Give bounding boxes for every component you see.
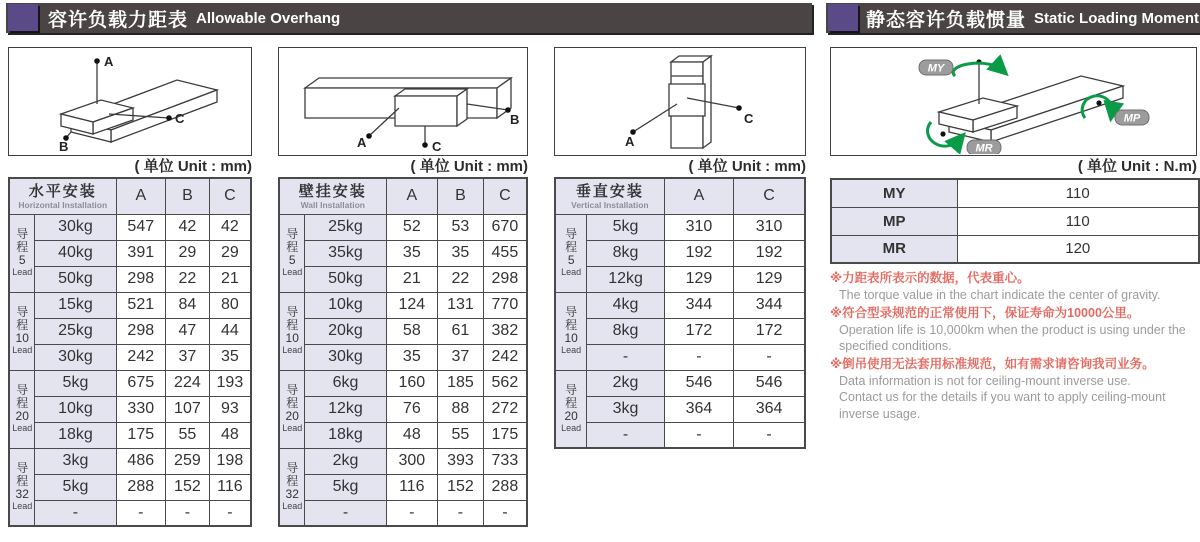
actuator-moment-drawing	[831, 48, 1195, 154]
value-cell: 224	[166, 370, 210, 396]
value-cell: 76	[386, 396, 438, 422]
table-row	[279, 422, 527, 448]
value-cell: 21	[209, 266, 251, 292]
table-row	[555, 344, 805, 370]
note-en-line: Contact us for the details if you want to apply ceiling-mount	[839, 390, 1166, 404]
load-cell: 18kg	[35, 422, 116, 448]
table-row	[279, 344, 527, 370]
lead-zh-char: 程	[286, 396, 299, 410]
lead-en: Lead	[282, 267, 303, 277]
load-cell: 15kg	[35, 292, 116, 318]
load-cell: 25kg	[35, 318, 116, 344]
table-row	[555, 370, 805, 396]
column-header-c: C	[734, 178, 805, 214]
lead-cell	[279, 214, 305, 292]
table-row	[555, 396, 805, 422]
value-cell: -	[116, 500, 166, 526]
mp-axis-dot	[1096, 100, 1101, 105]
unit-label-mm: ( 单位 Unit : mm)	[688, 158, 806, 175]
value-cell: 393	[438, 448, 484, 474]
load-cell: 12kg	[587, 266, 664, 292]
value-cell: 35	[438, 240, 484, 266]
column-header-b: B	[166, 178, 210, 214]
value-cell: 116	[386, 474, 438, 500]
table-row	[9, 422, 251, 448]
value-cell: 35	[386, 240, 438, 266]
value-cell: 55	[438, 422, 484, 448]
value-cell: 310	[734, 214, 805, 240]
horizontal-table-slot	[8, 177, 252, 527]
section-static-loading-moment	[830, 47, 1200, 422]
load-cell: 25kg	[305, 214, 386, 240]
value-cell: 382	[483, 318, 527, 344]
lead-number: 5	[18, 253, 26, 267]
installation-title-en: Wall Installation	[300, 199, 365, 210]
moment-label-cell: MY	[831, 179, 957, 207]
load-cell: 20kg	[305, 318, 386, 344]
lead-zh-char: 程	[16, 318, 29, 332]
value-cell: 298	[116, 266, 166, 292]
note-en-line: The torque value in the chart indicate the center of gravity.	[839, 288, 1161, 302]
label-b: B	[510, 112, 520, 127]
value-cell: 272	[483, 396, 527, 422]
lead-cell	[9, 292, 35, 370]
lead-zh-char: 导	[16, 227, 29, 241]
value-cell: 192	[734, 240, 805, 266]
load-cell: 10kg	[305, 292, 386, 318]
table-row	[9, 474, 251, 500]
value-cell: 547	[116, 214, 166, 240]
column-header-c: C	[209, 178, 251, 214]
lead-cell	[9, 448, 35, 526]
lead-en: Lead	[561, 422, 582, 433]
value-cell: -	[664, 422, 733, 448]
value-cell: 42	[209, 214, 251, 240]
table-row	[9, 344, 251, 370]
installation-title-zh: 水平安装	[28, 182, 97, 200]
wall-table-slot	[278, 177, 528, 527]
header-title-en: Allowable Overhang	[196, 9, 341, 27]
value-cell: 37	[438, 344, 484, 370]
lead-cell	[555, 214, 587, 292]
moment-table-slot	[830, 178, 1200, 264]
lead-cell	[9, 370, 35, 448]
value-cell: 175	[116, 422, 166, 448]
lead-zh-char: 导	[16, 383, 29, 397]
lead-cell	[555, 292, 587, 370]
column-header-c: C	[483, 178, 527, 214]
overhang-table-2	[554, 177, 806, 449]
value-cell: 84	[166, 292, 210, 318]
mp-badge-label: MP	[1123, 112, 1141, 125]
value-cell: 48	[209, 422, 251, 448]
value-cell: 35	[386, 344, 438, 370]
table-row	[9, 292, 251, 318]
moment-row	[831, 207, 1199, 235]
lead-en: Lead	[12, 267, 33, 277]
value-cell: 310	[664, 214, 733, 240]
value-cell: 80	[209, 292, 251, 318]
value-cell: 44	[209, 318, 251, 344]
lead-number: 10	[564, 331, 578, 345]
table-row	[9, 318, 251, 344]
column-header-a: A	[386, 178, 438, 214]
moment-table	[830, 178, 1200, 264]
value-cell: 288	[116, 474, 166, 500]
lead-zh-char: 导	[565, 382, 578, 397]
value-cell: 242	[483, 344, 527, 370]
lead-zh-char: 导	[286, 305, 299, 319]
value-cell: 52	[386, 214, 438, 240]
table-row	[279, 448, 527, 474]
point-c-dot	[422, 142, 428, 148]
load-cell: 8kg	[587, 318, 664, 344]
note-en-line: Operation life is 10,000km when the product is using under the	[839, 322, 1186, 337]
value-cell: 107	[166, 396, 210, 422]
note-zh: ※倒吊使用无法套用标准规范，如有需求请咨询我司业务。	[830, 356, 1155, 371]
value-cell: 193	[209, 370, 251, 396]
value-cell: 22	[166, 266, 210, 292]
lead-zh-char: 导	[565, 305, 578, 319]
value-cell: 55	[166, 422, 210, 448]
lead-cell	[9, 214, 35, 292]
value-cell: 330	[116, 396, 166, 422]
point-a-dot	[94, 58, 100, 64]
table-row	[9, 448, 251, 474]
table-row	[279, 292, 527, 318]
note-en-line: inverse usage.	[839, 406, 921, 421]
value-cell: 116	[209, 474, 251, 500]
value-cell: -	[734, 422, 805, 448]
value-cell: 675	[116, 370, 166, 396]
table-row	[9, 240, 251, 266]
load-cell: 5kg	[35, 370, 116, 396]
value-cell: 35	[209, 344, 251, 370]
table-row	[555, 214, 805, 240]
table-row	[279, 500, 527, 526]
value-cell: 93	[209, 396, 251, 422]
value-cell: 61	[438, 318, 484, 344]
load-cell: -	[305, 500, 386, 526]
diagram-moment	[830, 47, 1197, 156]
header-title-zh: 容许负载力距表	[48, 9, 189, 31]
table-row	[279, 266, 527, 292]
column-header-b: B	[438, 178, 484, 214]
point-a-dot	[366, 133, 372, 139]
load-cell: 50kg	[305, 266, 386, 292]
section-vertical-installation	[554, 47, 806, 449]
lead-zh-char: 导	[286, 227, 299, 241]
load-cell: 35kg	[305, 240, 386, 266]
section-header-static-loading-moment	[826, 3, 1200, 33]
lead-zh-char: 导	[286, 383, 299, 397]
load-cell: 2kg	[587, 370, 664, 396]
value-cell: 192	[664, 240, 733, 266]
value-cell: 670	[483, 214, 527, 240]
lead-zh-char: 导	[16, 460, 29, 475]
table-row	[555, 266, 805, 292]
value-cell: 129	[734, 266, 805, 292]
value-cell: 455	[483, 240, 527, 266]
load-cell: 30kg	[305, 344, 386, 370]
label-a: A	[104, 54, 114, 69]
lead-zh-char: 程	[286, 318, 299, 332]
unit-label-nm: ( 单位 Unit : N.m)	[1077, 158, 1197, 175]
table-row	[555, 240, 805, 266]
diagram-horizontal-overhang	[8, 47, 252, 156]
lead-en: Lead	[561, 267, 582, 277]
value-cell: 391	[116, 240, 166, 266]
value-cell: 298	[483, 266, 527, 292]
value-cell: 58	[386, 318, 438, 344]
vertical-table-slot	[554, 177, 806, 449]
actuator-vertical-drawing	[555, 48, 804, 154]
table-row	[555, 292, 805, 318]
value-cell: 152	[438, 474, 484, 500]
column-header-a: A	[664, 178, 733, 214]
value-cell: -	[734, 344, 805, 370]
value-cell: 29	[166, 240, 210, 266]
value-cell: 486	[116, 448, 166, 474]
value-cell: -	[438, 500, 484, 526]
value-cell: 152	[166, 474, 210, 500]
lead-zh-char: 导	[565, 227, 578, 241]
load-cell: 40kg	[35, 240, 116, 266]
installation-title-en: Horizontal Installation	[18, 199, 108, 210]
load-cell: 30kg	[35, 214, 116, 240]
my-badge-label: MY	[927, 62, 945, 75]
value-cell: 198	[209, 448, 251, 474]
label-a: A	[357, 135, 367, 150]
value-cell: 344	[664, 292, 733, 318]
diagram-wall-overhang	[278, 47, 528, 156]
load-cell: 12kg	[305, 396, 386, 422]
table-row	[279, 396, 527, 422]
load-cell: 5kg	[587, 214, 664, 240]
moment-label-cell: MR	[831, 235, 957, 263]
label-a: A	[625, 134, 635, 149]
installation-title-cell	[9, 178, 116, 214]
value-cell: 172	[734, 318, 805, 344]
lead-number: 10	[285, 331, 299, 345]
value-cell: 364	[664, 396, 733, 422]
moment-value-cell: 110	[957, 207, 1199, 235]
value-cell: 300	[386, 448, 438, 474]
table-row	[279, 214, 527, 240]
load-cell: 5kg	[305, 474, 386, 500]
lead-zh-char: 程	[16, 396, 29, 410]
section-wall-installation	[278, 47, 528, 527]
installation-title-zh: 壁挂安装	[298, 182, 367, 200]
load-cell: -	[587, 422, 664, 448]
mr-badge-label: MR	[975, 142, 993, 154]
lead-zh-char: 程	[286, 473, 299, 488]
value-cell: 48	[386, 422, 438, 448]
value-cell: 546	[734, 370, 805, 396]
table-row	[279, 474, 527, 500]
table-row	[555, 318, 805, 344]
actuator-side-drawing	[279, 48, 526, 154]
lead-number: 32	[15, 486, 29, 501]
table-row	[9, 214, 251, 240]
lead-zh-char: 程	[286, 240, 299, 254]
column-header-a: A	[116, 178, 166, 214]
value-cell: 185	[438, 370, 484, 396]
lead-number: 20	[564, 408, 578, 423]
lead-en: Lead	[282, 345, 303, 355]
note-en-line: Data information is not for ceiling-mount inverse use.	[839, 373, 1131, 388]
value-cell: 172	[664, 318, 733, 344]
lead-cell	[279, 370, 305, 448]
unit-label-mm: ( 单位 Unit : mm)	[410, 158, 528, 175]
value-cell: 562	[483, 370, 527, 396]
value-cell: 160	[386, 370, 438, 396]
diagram-vertical-overhang	[554, 47, 806, 156]
value-cell: 242	[116, 344, 166, 370]
table-row	[279, 240, 527, 266]
lead-number: 20	[15, 409, 29, 423]
load-cell: 3kg	[35, 448, 116, 474]
mr-axis-dot	[940, 131, 945, 136]
lead-zh-char: 程	[565, 395, 578, 410]
value-cell: 521	[116, 292, 166, 318]
lead-number: 20	[285, 409, 299, 423]
moment-label-cell: MP	[831, 207, 957, 235]
notes-block	[830, 269, 1200, 422]
value-cell: -	[483, 500, 527, 526]
value-cell: 546	[664, 370, 733, 396]
value-cell: 175	[483, 422, 527, 448]
value-cell: 21	[386, 266, 438, 292]
value-cell: 47	[166, 318, 210, 344]
table-row	[9, 370, 251, 396]
note-en-line: specified conditions.	[839, 339, 952, 353]
lead-en: Lead	[282, 500, 303, 511]
unit-label-mm: ( 单位 Unit : mm)	[134, 158, 252, 175]
note-zh: ※力距表所表示的数据，代表重心。	[830, 271, 1030, 285]
installation-title-zh: 垂直安装	[575, 182, 644, 200]
load-cell: 10kg	[35, 396, 116, 422]
value-cell: 259	[166, 448, 210, 474]
value-cell: 288	[483, 474, 527, 500]
lead-number: 5	[567, 253, 575, 267]
value-cell: -	[166, 500, 210, 526]
note-zh: ※符合型录规范的正常使用下，保证寿命为10000公里。	[830, 305, 1140, 320]
value-cell: 129	[664, 266, 733, 292]
table-row	[555, 422, 805, 448]
lead-en: Lead	[12, 423, 33, 433]
lead-zh-char: 程	[565, 318, 578, 332]
lead-zh-char: 导	[16, 305, 29, 319]
lead-cell	[279, 448, 305, 526]
table-row	[9, 266, 251, 292]
value-cell: 37	[166, 344, 210, 370]
value-cell: 88	[438, 396, 484, 422]
installation-title-cell	[279, 178, 386, 214]
value-cell: 42	[166, 214, 210, 240]
value-cell: 770	[483, 292, 527, 318]
my-rotation-arrow	[953, 63, 1001, 76]
header-title-zh: 静态容许负载惯量	[866, 9, 1027, 31]
value-cell: 29	[209, 240, 251, 266]
load-cell: 3kg	[587, 396, 664, 422]
table-row	[279, 318, 527, 344]
value-cell: -	[664, 344, 733, 370]
point-c-dot	[736, 105, 742, 111]
moment-row	[831, 235, 1199, 263]
value-cell: 131	[438, 292, 484, 318]
load-cell: 2kg	[305, 448, 386, 474]
installation-title-en: Vertical Installation	[571, 199, 649, 210]
table-row	[279, 370, 527, 396]
value-cell: 733	[483, 448, 527, 474]
load-cell: -	[587, 344, 664, 370]
label-b: B	[59, 139, 69, 154]
lead-en: Lead	[12, 345, 33, 355]
lead-number: 5	[288, 253, 296, 267]
value-cell: -	[386, 500, 438, 526]
load-cell: 30kg	[35, 344, 116, 370]
actuator-isometric-drawing	[9, 48, 250, 154]
moment-row	[831, 179, 1199, 207]
load-cell: 18kg	[305, 422, 386, 448]
lead-zh-char: 程	[16, 240, 29, 254]
value-cell: 298	[116, 318, 166, 344]
value-cell: 53	[438, 214, 484, 240]
moment-value-cell: 120	[957, 235, 1199, 263]
lead-zh-char: 导	[286, 460, 299, 475]
value-cell: 344	[734, 292, 805, 318]
header-title-en: Static Loading Moment	[1034, 9, 1200, 27]
lead-cell	[279, 292, 305, 370]
lead-cell	[555, 370, 587, 448]
table-row	[9, 500, 251, 526]
point-c-dot	[166, 115, 172, 121]
value-cell: 22	[438, 266, 484, 292]
table-row	[9, 396, 251, 422]
load-cell: 8kg	[587, 240, 664, 266]
overhang-table-0	[8, 177, 252, 527]
lead-zh-char: 程	[565, 240, 578, 254]
load-cell: 50kg	[35, 266, 116, 292]
section-horizontal-installation	[8, 47, 252, 527]
lead-en: Lead	[282, 423, 303, 433]
value-cell: 364	[734, 396, 805, 422]
load-cell: -	[35, 500, 116, 526]
load-cell: 6kg	[305, 370, 386, 396]
header-accent-square	[8, 4, 38, 31]
label-c: C	[744, 111, 754, 126]
load-cell: 4kg	[587, 292, 664, 318]
label-c: C	[175, 111, 185, 126]
lead-zh-char: 程	[16, 473, 29, 488]
load-cell: 5kg	[35, 474, 116, 500]
lead-en: Lead	[12, 500, 33, 511]
moment-value-cell: 110	[957, 179, 1199, 207]
section-header-allowable-overhang	[6, 3, 812, 33]
lead-number: 32	[285, 486, 299, 501]
lead-en: Lead	[561, 345, 582, 355]
value-cell: -	[209, 500, 251, 526]
overhang-table-1	[278, 177, 528, 527]
header-accent-square	[828, 4, 858, 31]
installation-title-cell	[555, 178, 664, 214]
value-cell: 124	[386, 292, 438, 318]
lead-number: 10	[15, 331, 29, 345]
label-c: C	[432, 139, 442, 154]
